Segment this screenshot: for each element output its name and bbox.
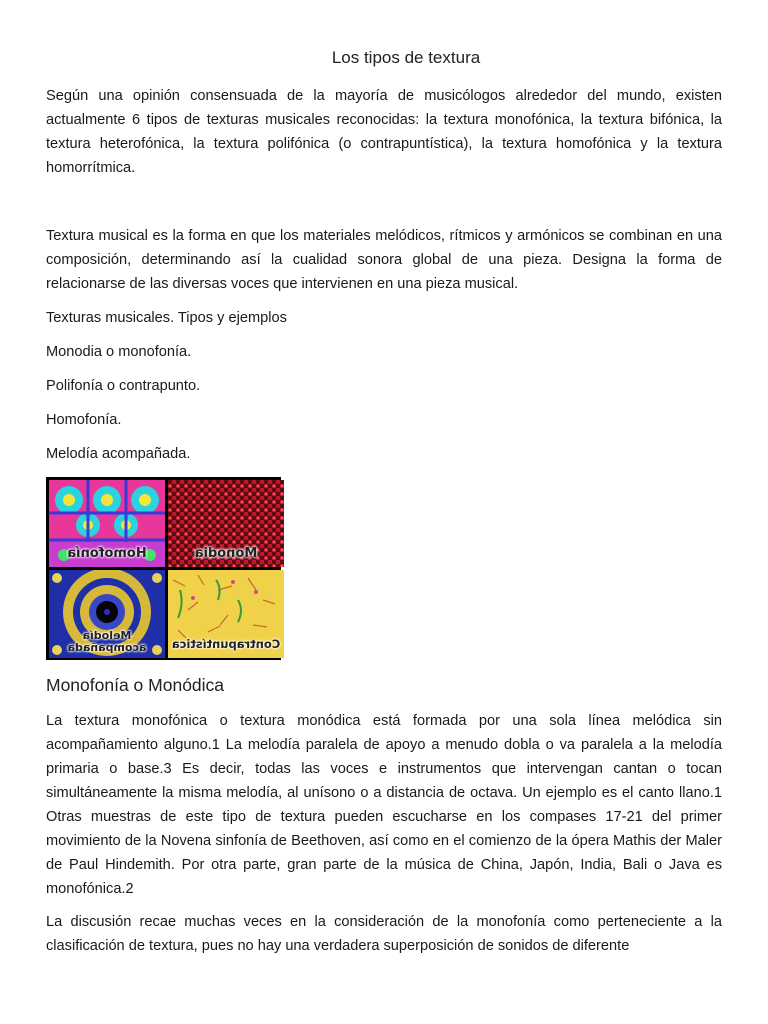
discusion-paragraph: La discusión recae muchas veces en la consideración de la monofonía como perteneciente a la clasificación de textura, pues no hay una verdadera superposición de sonidos de diferente (46, 914, 722, 954)
monodia-label: Monodia (194, 546, 258, 561)
list-header: Texturas musicales. Tipos y ejemplos (46, 310, 287, 326)
monofonia-paragraph: La textura monofónica o textura monódica está formada por una sola línea melódica sin acompañamiento alguno.1 La melodía paralela de apoyo a menudo dobla o va paralela a la melodía primaria o base.3 Es decir, todas las voces e instrumentos que intervengan cantan o tocan simultáneamente la misma melodía, al unísono o a distancia de octava. Un ejemplo es el canto llano.1 Otras muestras de este tipo de textura pueden escucharse en los compases 17-21 del primer movimiento de la Novena sinfonía de Beethoven, así como en el comienzo de la ópera Mathis der Maler de Paul Hindemith. Por otra parte, gran parte de la música de China, Japón, India, Bali o Java es monofónica.2 (46, 713, 722, 897)
homofonia-label: Homofonía (67, 546, 147, 561)
intro-paragraph: Según una opinión consensuada de la mayoría de musicólogos alrededor del mundo, existen actualmente 6 tipos de texturas musicales reconocidas: la textura monofónica, la textura bifónica, la textura heterofónica, la textura polifónica (o contrapuntística), la textura homofónica y la textura homorrítmica. (46, 88, 722, 176)
melodia-label-line1: Melodía (82, 629, 132, 642)
homofonia-tile (49, 480, 165, 567)
monodia-tile (168, 480, 284, 567)
list-item-polifonia: Polifonía o contrapunto. (46, 378, 201, 394)
definition-paragraph: Textura musical es la forma en que los materiales melódicos, rítmicos y armónicos se combinan en una composición, determinando así la cualidad sonora global de una pieza. Designa la forma de relacionarse de las diversas voces que intervienen en una pieza musical. (46, 228, 722, 292)
list-item-monodia: Monodia o monofonía. (46, 344, 192, 360)
melodia-label (49, 630, 165, 654)
melodia-label-line2: acompañada (67, 641, 147, 654)
melodia-acompanada-tile (49, 570, 165, 658)
texture-collage-image (46, 477, 281, 660)
list-item-homofonia: Homofonía. (46, 412, 122, 428)
contrapuntistica-tile (168, 570, 284, 658)
document-title: Los tipos de textura (331, 48, 481, 67)
section-heading: Monofonía o Monódica (46, 675, 225, 695)
contrapuntistica-label: Contrapuntística (171, 637, 281, 651)
list-item-melodia: Melodía acompañada. (46, 446, 191, 462)
